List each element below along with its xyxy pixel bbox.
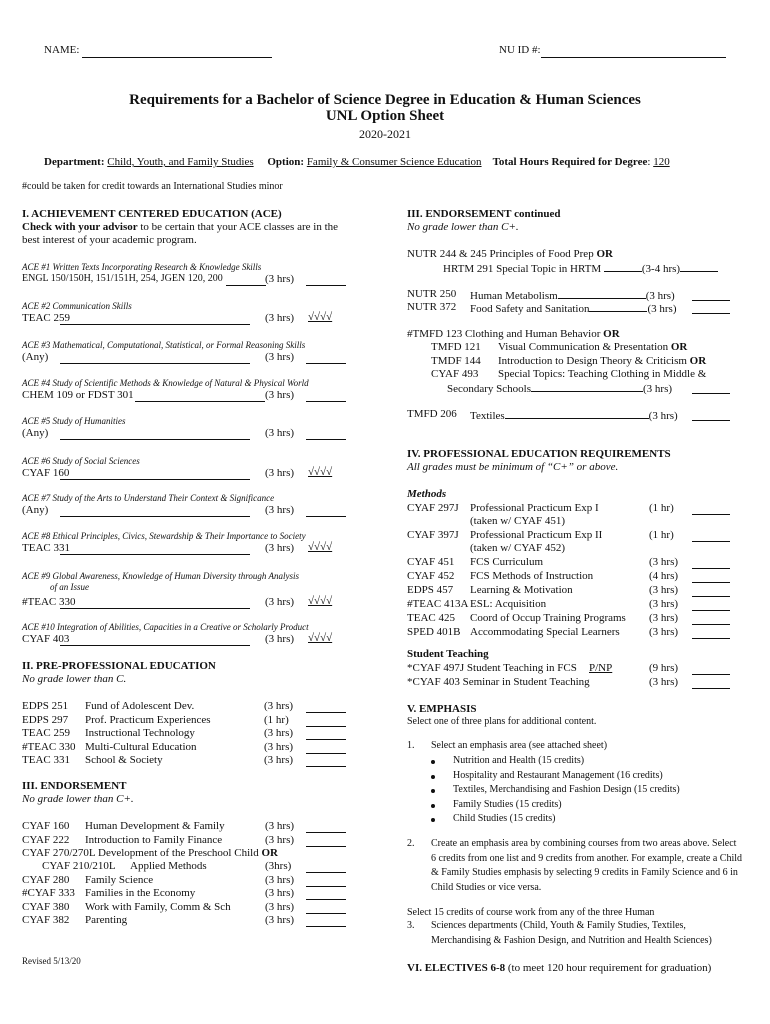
- course-title: Applied Methods: [130, 860, 207, 872]
- grade-blank[interactable]: [692, 299, 730, 301]
- course-hours: (3 hrs): [264, 700, 294, 712]
- course-hours: (4 hrs): [649, 570, 679, 582]
- ace-hours: (3 hrs): [265, 504, 295, 516]
- page-title: Requirements for a Bachelor of Science Degree in Education & Human Sciences: [129, 92, 641, 108]
- course-hours: (3 hrs): [264, 740, 294, 753]
- nutr372-title: [470, 301, 677, 315]
- nutr250-hours: (3 hrs): [645, 290, 675, 302]
- ace-course-line: [60, 478, 250, 480]
- course-hours: (3 hrs): [264, 754, 294, 766]
- course-code: #TEAC 413A: [407, 598, 469, 610]
- course-title: Human Development & Family: [85, 820, 225, 832]
- course-code: EDPS 251: [22, 700, 69, 712]
- grade-blank[interactable]: [692, 567, 730, 569]
- course-title: Fund of Adolescent Dev.: [85, 700, 195, 712]
- opt2-line: Child Studies or vice versa.: [431, 881, 542, 893]
- cyaf493-code: CYAF 493: [431, 368, 479, 380]
- course-title: Family Science: [85, 874, 154, 886]
- name-label: NAME:: [44, 44, 80, 56]
- tmdf144-code: TMDF 144: [431, 355, 481, 367]
- course-title: School & Society: [85, 754, 163, 766]
- emphasis-option: Child Studies (15 credits): [453, 813, 556, 824]
- course-hours: (1 hr): [649, 529, 674, 541]
- course-hours: (1 hr): [649, 502, 674, 514]
- emphasis-heading: V. EMPHASIS: [407, 703, 477, 715]
- tmfd123-row: [407, 328, 620, 340]
- ace-advisor-note-2: best interest of your academic program.: [22, 234, 197, 246]
- hrtm-hours: (3-4 hrs): [641, 263, 681, 275]
- grade-blank[interactable]: [692, 673, 730, 675]
- course-title: Development of the Preschool Child: [98, 847, 259, 859]
- cyaf493-line2-text: Secondary Schools: [447, 383, 532, 395]
- grade-blank[interactable]: [692, 581, 730, 583]
- ace-label: ACE #3 Mathematical, Computational, Statistical, or Formal Reasoning Skills: [22, 340, 306, 350]
- ace-course: TEAC 331: [22, 542, 70, 554]
- course-hours: (3 hrs): [265, 874, 295, 886]
- ace-label-2: of an Issue: [50, 582, 89, 592]
- course-code: EDPS 457: [407, 584, 454, 596]
- course-title: Professional Practicum Exp II: [470, 529, 603, 541]
- grade-blank[interactable]: [306, 362, 346, 364]
- course-title: Instructional Technology: [85, 727, 195, 739]
- ace-heading: I. ACHIEVEMENT CENTERED EDUCATION (ACE): [22, 208, 282, 220]
- nutr250-title-text: Human Metabolism: [470, 290, 558, 302]
- student-teaching-heading: Student Teaching: [407, 648, 489, 660]
- ace-hours: (3 hrs): [265, 542, 295, 554]
- tmdf144-title: [498, 355, 706, 367]
- emphasis-option: Hospitality and Restaurant Management (16 credits): [453, 769, 663, 781]
- checkmark-icon: √√√√: [308, 541, 333, 553]
- grade-blank[interactable]: [692, 392, 730, 394]
- tmfd123-text: #TMFD 123 Clothing and Human Behavior: [407, 328, 601, 340]
- course-code: CYAF 380: [22, 901, 70, 913]
- course-hours: (3 hrs): [649, 584, 679, 596]
- endorse-heading: III. ENDORSEMENT: [22, 780, 127, 792]
- grade-blank[interactable]: [306, 845, 346, 847]
- course-code: CYAF 297J: [407, 502, 459, 514]
- preprof-sub: No grade lower than C.: [22, 673, 127, 685]
- course-code: #CYAF 333: [22, 887, 75, 899]
- course-row: [22, 847, 278, 859]
- grade-blank[interactable]: [692, 419, 730, 421]
- ace-label: ACE #1 Written Texts Incorporating Research & Knowledge Skills: [22, 262, 262, 272]
- option-label: Option:: [267, 156, 305, 168]
- grade-blank[interactable]: [306, 898, 346, 900]
- ace-course: TEAC 259: [22, 312, 70, 324]
- ace-course-line: [60, 438, 250, 440]
- advisor-bold: Check with your advisor: [22, 221, 138, 233]
- course-code: CYAF 451: [407, 556, 455, 568]
- dept-label: Department:: [44, 156, 105, 168]
- course-title: Families in the Economy: [85, 887, 196, 899]
- grade-blank[interactable]: [306, 765, 346, 767]
- grade-blank[interactable]: [306, 515, 346, 517]
- grade-blank[interactable]: [306, 925, 346, 927]
- course-title: Learning & Motivation: [470, 584, 573, 596]
- course-hours: (9 hrs): [649, 662, 679, 674]
- ace-advisor-note: [22, 221, 338, 233]
- page-subtitle: UNL Option Sheet: [325, 108, 445, 124]
- ace-course-line: [60, 644, 250, 646]
- nutr372-title-text: Food Safety and Sanitation: [470, 303, 590, 315]
- ace-course-line: [60, 553, 250, 555]
- grade-blank[interactable]: [306, 752, 346, 754]
- course-title: Parenting: [85, 914, 128, 926]
- grade-blank[interactable]: [306, 438, 346, 440]
- or-label: OR: [596, 248, 613, 260]
- grade-blank[interactable]: [306, 831, 346, 833]
- ace-course-line: [60, 323, 250, 325]
- course-hours: (3 hrs): [649, 626, 679, 638]
- course-hours: (3 hrs): [649, 612, 679, 624]
- emphasis-sub: Select one of three plans for additional content.: [407, 716, 597, 727]
- cyaf493-line2: [447, 381, 672, 395]
- ace-course: (Any): [22, 504, 49, 516]
- ace-hours: (3 hrs): [265, 633, 295, 645]
- nutr244-text: NUTR 244 & 245 Principles of Food Prep: [407, 248, 594, 260]
- hours-label: Total Hours Required for Degree: [492, 156, 648, 168]
- course-title: FCS Methods of Instruction: [470, 570, 594, 582]
- ace-course-line: [60, 362, 250, 364]
- degree-info-line: Department: Child, Youth, and Family Studies Option: Family & Consumer Science Education Total Hours Required for Degree: 120: [44, 156, 670, 168]
- ace-hours: (3 hrs): [265, 596, 295, 608]
- course-hours: (3hrs): [265, 860, 292, 872]
- electives-rest: (to meet 120 hour requirement for graduation): [507, 962, 712, 974]
- checkmark-icon: √√√√: [308, 311, 333, 323]
- checkmark-icon: √√√√: [308, 466, 333, 478]
- checkmark-icon: √√√√: [308, 632, 333, 644]
- ace-hours: (3 hrs): [265, 273, 295, 285]
- option-value: Family & Consumer Science Education: [306, 156, 482, 168]
- tmfd206-code: TMFD 206: [407, 408, 457, 420]
- grade-blank[interactable]: [306, 738, 346, 740]
- tmfd121-code: TMFD 121: [431, 341, 481, 353]
- course-code: CYAF 382: [22, 914, 70, 926]
- endorse-sub: No grade lower than C+.: [22, 793, 134, 805]
- opt1-num: 1.: [407, 740, 415, 751]
- checkmark-icon: √√√√: [308, 595, 333, 607]
- ace-course: (Any): [22, 351, 49, 363]
- grade-blank[interactable]: [306, 912, 346, 914]
- course-code: CYAF 210/210L: [42, 860, 116, 872]
- course-note: (taken w/ CYAF 452): [470, 542, 566, 554]
- hrtm291-row: [443, 261, 718, 275]
- course-title: Introduction to Family Finance: [85, 834, 223, 846]
- course-hours: (3 hrs): [265, 834, 295, 846]
- ace-course-line: [226, 284, 266, 286]
- ace-course: CYAF 160: [22, 467, 70, 479]
- nutr250-title: [470, 288, 675, 302]
- electives-line: [407, 962, 711, 974]
- nutr372-hours: (3 hrs): [647, 303, 677, 315]
- course-hours: (3 hrs): [649, 598, 679, 610]
- ace-course: CHEM 109 or FDST 301: [22, 389, 134, 401]
- ace-label: ACE #8 Ethical Principles, Civics, Stewardship & Their Importance to Society: [22, 531, 306, 541]
- ace-label: ACE #10 Integration of Abilities, Capacities in a Creative or Scholarly Product: [22, 622, 309, 632]
- course-hours: (3 hrs): [264, 727, 294, 739]
- methods-heading: Methods: [407, 488, 447, 500]
- tmfd206-title: [470, 408, 678, 422]
- course-code: TEAC 331: [22, 754, 70, 766]
- nutr250-code: NUTR 250: [407, 288, 457, 300]
- course-code: CYAF 280: [22, 874, 70, 886]
- or-label: OR: [670, 341, 688, 353]
- hours-value: 120: [653, 156, 670, 168]
- grade-blank[interactable]: [692, 312, 730, 314]
- emphasis-option: Family Studies (15 credits): [453, 798, 562, 810]
- cyaf493-hours: (3 hrs): [643, 383, 673, 395]
- course-hours: (3 hrs): [265, 887, 295, 899]
- hrtm291-text: HRTM 291 Special Topic in HRTM: [443, 263, 602, 275]
- or-label: OR: [261, 847, 278, 859]
- opt3-pre: Select 15 credits of course work from any of the three Human: [407, 907, 655, 918]
- course-title: ESL: Acquisition: [470, 598, 547, 610]
- tmfd121-title: [498, 341, 687, 353]
- ace-course: (Any): [22, 427, 49, 439]
- opt2-line: & Family Studies emphasis by selecting 9 credits in Family Science and 6 in: [431, 867, 738, 878]
- grade-blank[interactable]: [306, 725, 346, 727]
- grade-blank[interactable]: [306, 885, 346, 887]
- bullet-icon: [431, 760, 435, 764]
- intl-minor-note: #could be taken for credit towards an International Studies minor: [22, 181, 283, 192]
- course-hours: (3 hrs): [649, 676, 679, 688]
- profed-heading: IV. PROFESSIONAL EDUCATION REQUIREMENTS: [407, 448, 671, 460]
- opt2-num: 2.: [407, 838, 415, 849]
- ace-hours: (3 hrs): [265, 389, 295, 401]
- advisor-rest: to be certain that your ACE classes are in the: [140, 221, 339, 233]
- ace-label: ACE #2 Communication Skills: [22, 301, 132, 311]
- profed-sub: All grades must be minimum of “C+” or above.: [407, 461, 619, 473]
- course-code: CYAF 397J: [407, 529, 459, 541]
- bullet-icon: [431, 818, 435, 822]
- grade-blank[interactable]: [692, 623, 730, 625]
- course-hours: (3 hrs): [649, 556, 679, 568]
- name-field[interactable]: [82, 56, 272, 58]
- ace-hours: (3 hrs): [265, 351, 295, 363]
- ace-label: ACE #6 Study of Social Sciences: [22, 456, 140, 466]
- grade-blank[interactable]: [306, 871, 346, 873]
- course-code: SPED 401B: [407, 626, 461, 638]
- electives-heading: VI. ELECTIVES 6-8: [407, 962, 506, 974]
- bullet-icon: [431, 789, 435, 793]
- course-hours: (3 hrs): [265, 914, 295, 926]
- nuid-field[interactable]: [541, 56, 726, 58]
- tmfd206-hours: (3 hrs): [648, 410, 678, 422]
- course-title: Work with Family, Comm & Sch: [85, 901, 231, 913]
- tmdf144-title-text: Introduction to Design Theory & Criticism: [498, 355, 687, 367]
- academic-year: 2020-2021: [359, 127, 411, 141]
- tmfd206-title-text: Textiles: [470, 410, 505, 422]
- course-code: TEAC 425: [407, 612, 455, 624]
- course-code: EDPS 297: [22, 713, 69, 726]
- grade-blank[interactable]: [692, 595, 730, 597]
- tmfd121-title-text: Visual Communication & Presentation: [498, 341, 669, 353]
- nutr372-code: NUTR 372: [407, 301, 457, 313]
- opt3-num: 3.: [407, 920, 415, 931]
- course-note: (taken w/ CYAF 451): [470, 515, 566, 527]
- course-hours: (3 hrs): [265, 901, 295, 913]
- preprof-heading: II. PRE-PROFESSIONAL EDUCATION: [22, 660, 216, 672]
- or-label: OR: [603, 328, 620, 340]
- nutr244-row: [407, 248, 613, 260]
- ace-course: #TEAC 330: [22, 596, 76, 608]
- opt1-text: Select an emphasis area (see attached sheet): [431, 740, 608, 751]
- course-title: Coord of Occup Training Programs: [470, 612, 626, 624]
- grade-blank[interactable]: [692, 513, 730, 515]
- grade-blank[interactable]: [306, 284, 346, 286]
- course-code: CYAF 160: [22, 820, 70, 832]
- course-title: FCS Curriculum: [470, 556, 544, 568]
- course-title: Professional Practicum Exp I: [470, 502, 599, 514]
- or-label: OR: [689, 355, 707, 367]
- course-hours: (3 hrs): [265, 820, 295, 832]
- ace-course-line: [60, 515, 250, 517]
- endorse2-sub: No grade lower than C+.: [407, 221, 519, 233]
- endorse2-heading: III. ENDORSEMENT continued: [407, 208, 561, 220]
- grade-blank[interactable]: [692, 637, 730, 639]
- student-teaching-course: *CYAF 497J Student Teaching in FCS: [407, 662, 577, 674]
- revised-date: Revised 5/13/20: [22, 956, 81, 966]
- course-code: #TEAC 330: [22, 740, 76, 753]
- course-code: CYAF 270/270L: [22, 847, 96, 859]
- ace-label: ACE #9 Global Awareness, Knowledge of Human Diversity through Analysis: [22, 571, 299, 581]
- opt3-line: Sciences departments (Child, Youth & Family Studies, Textiles,: [431, 920, 686, 931]
- grade-blank[interactable]: [692, 540, 730, 542]
- course-title: Prof. Practicum Experiences: [85, 713, 211, 726]
- course-title: Accommodating Special Learners: [470, 626, 620, 638]
- course-code: CYAF 222: [22, 834, 70, 846]
- ace-hours: (3 hrs): [265, 467, 295, 479]
- ace-course: CYAF 403: [22, 633, 70, 645]
- dept-value: Child, Youth, and Family Studies: [107, 156, 254, 168]
- grade-blank[interactable]: [692, 609, 730, 611]
- grade-blank[interactable]: [306, 400, 346, 402]
- opt3-line: Merchandising & Fashion Design, and Nutrition and Health Sciences): [431, 934, 712, 946]
- ace-label: ACE #7 Study of the Arts to Understand Their Context & Significance: [22, 493, 275, 503]
- grade-blank[interactable]: [306, 711, 346, 713]
- ace-label: ACE #5 Study of Humanities: [22, 416, 126, 426]
- emphasis-option: Nutrition and Health (15 credits): [453, 755, 585, 766]
- grade-option: P/NP: [589, 662, 613, 674]
- ace-course-line: [135, 400, 265, 402]
- opt2-line: Create an emphasis area by combining courses from two areas above. Select: [431, 838, 737, 849]
- course-code: TEAC 259: [22, 727, 70, 739]
- ace-hours: (3 hrs): [265, 427, 295, 439]
- course-hours: (1 hr): [264, 713, 289, 726]
- ace-hours: (3 hrs): [265, 312, 295, 324]
- cyaf493-title: Special Topics: Teaching Clothing in Middle &: [498, 368, 707, 380]
- ace-course: ENGL 150/150H, 151/151H, 254, JGEN 120, 200: [22, 273, 223, 284]
- ace-label: ACE #4 Study of Scientific Methods & Knowledge of Natural & Physical World: [22, 378, 309, 388]
- emphasis-option: Textiles, Merchandising and Fashion Design (15 credits): [453, 784, 680, 795]
- course-title: Multi-Cultural Education: [85, 740, 197, 753]
- bullet-icon: [431, 804, 435, 808]
- course-code: CYAF 452: [407, 570, 455, 582]
- bullet-icon: [431, 775, 435, 779]
- student-teaching-course: *CYAF 403 Seminar in Student Teaching: [407, 676, 590, 688]
- nuid-label: NU ID #:: [499, 44, 541, 56]
- ace-course-line: [60, 607, 250, 609]
- grade-blank[interactable]: [692, 687, 730, 689]
- opt2-line: 6 credits from one list and 9 credits from another. For example, create a Child: [431, 852, 743, 864]
